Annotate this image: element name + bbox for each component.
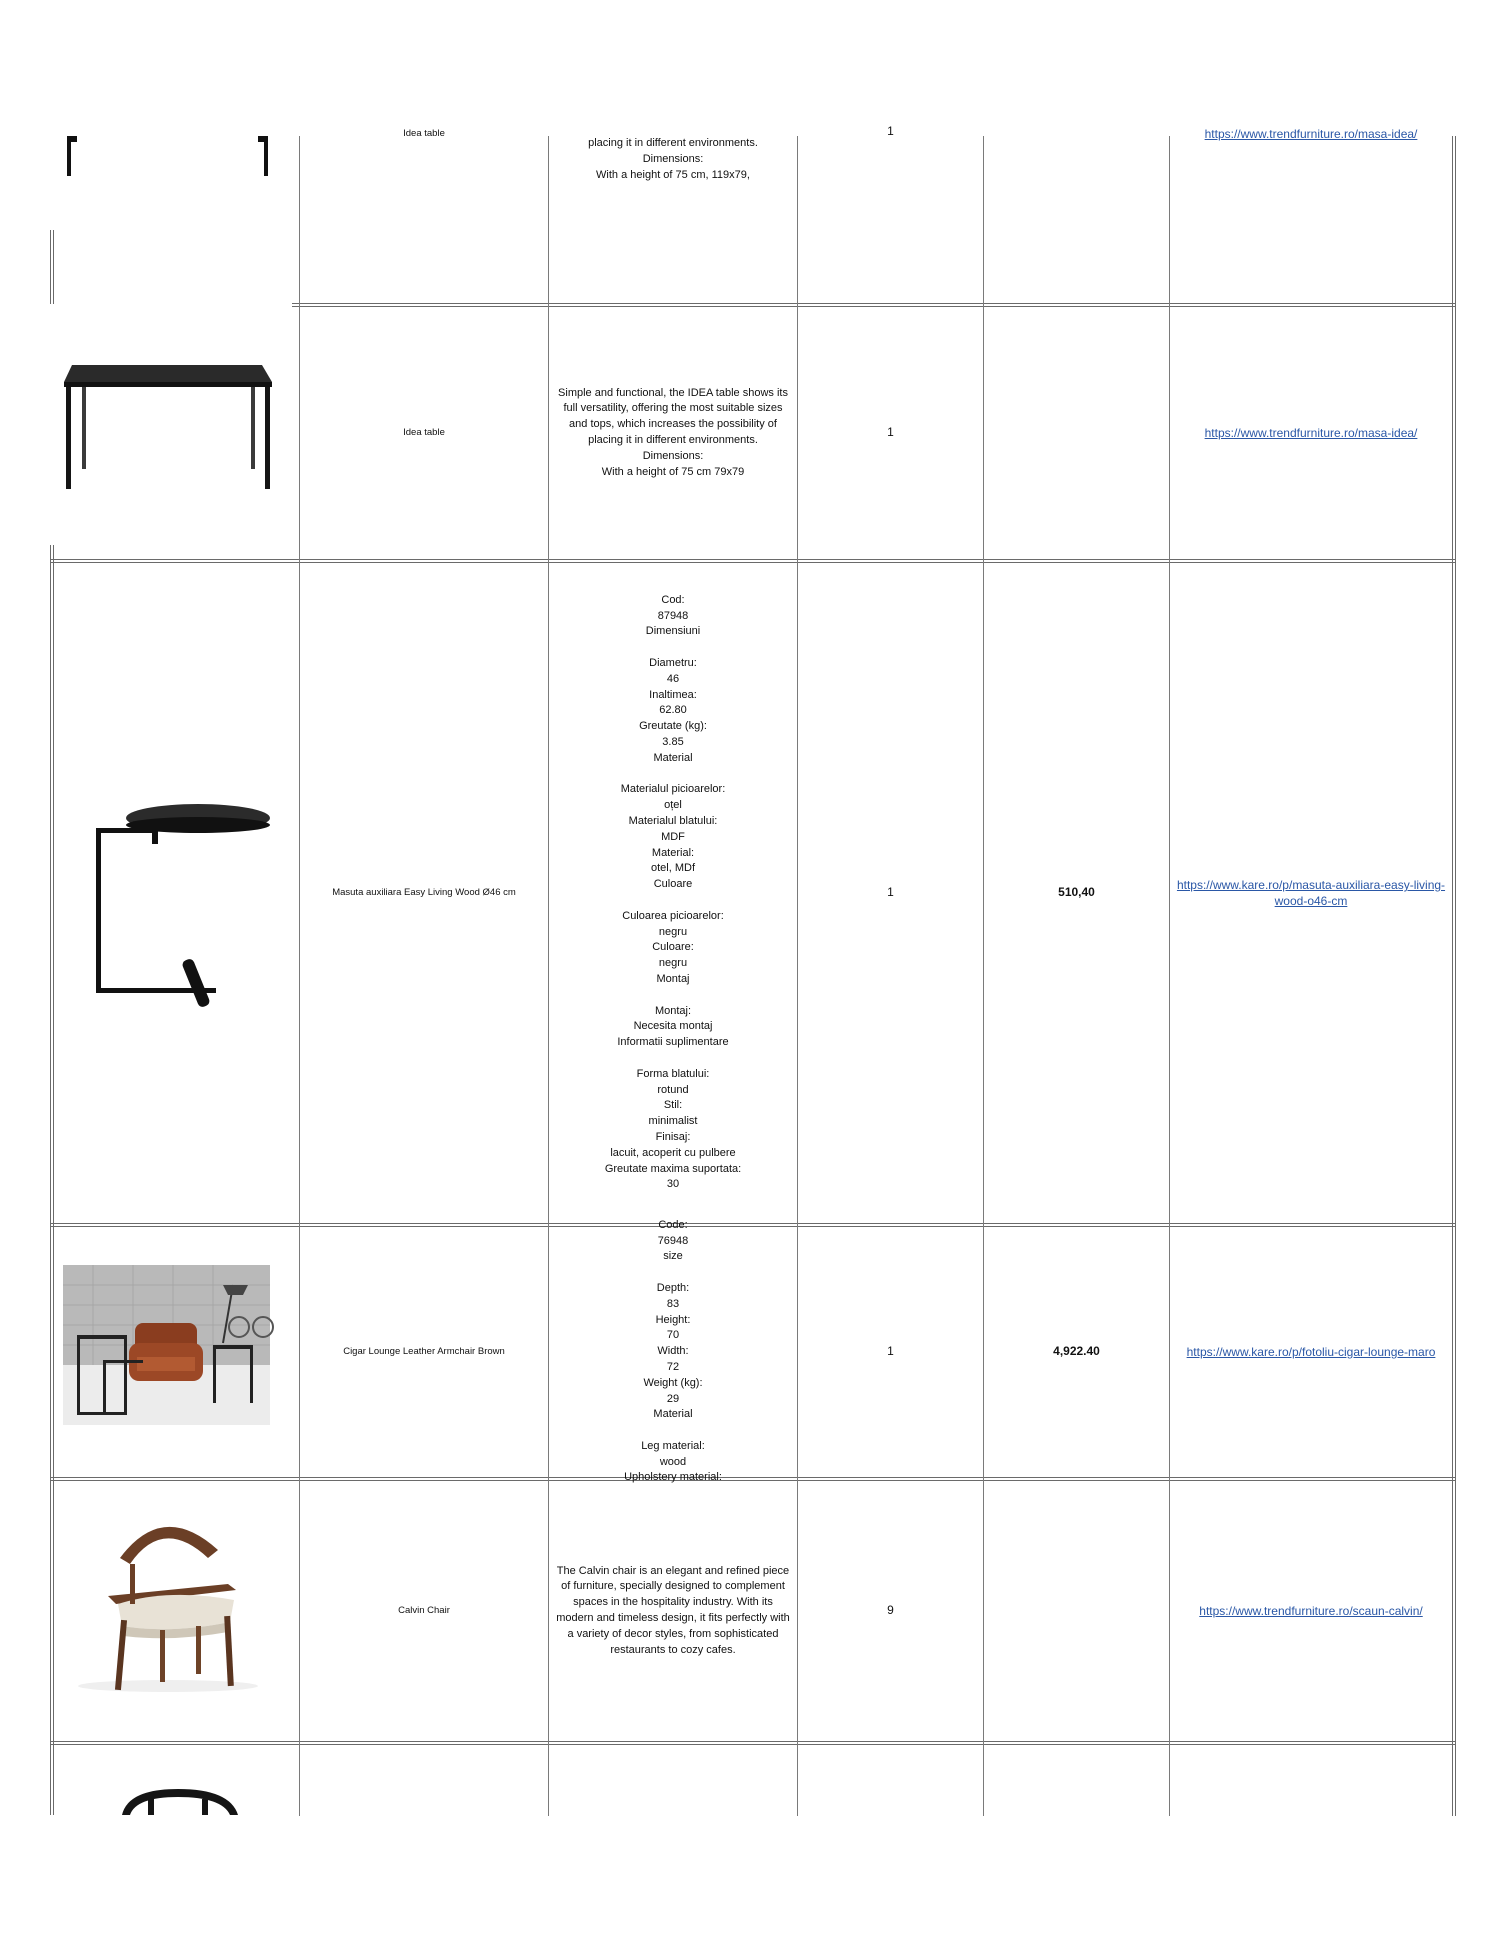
product-name: Idea table [403, 427, 445, 439]
black-rectangular-table-image [62, 362, 274, 492]
product-name-cell [300, 126, 548, 156]
c-shaped-side-table-image [90, 800, 260, 1020]
price-cell [984, 1481, 1169, 1741]
description-cell [549, 1218, 797, 1484]
quantity-cell [798, 1227, 983, 1477]
description-cell [549, 563, 797, 1223]
price-cell [984, 1227, 1169, 1477]
wooden-armchair-image [68, 1508, 258, 1694]
column-divider [1452, 136, 1456, 1816]
column-divider [50, 230, 54, 304]
product-name-cell [300, 1227, 548, 1477]
product-quantity: 1 [887, 425, 894, 440]
link-cell [1170, 563, 1452, 1223]
product-description: Simple and functional, the IDEA table shows its full versatility, offering the most suitable sizes and tops, which increases the possibility of placing it in different environments. Dimensions: With a height of 75 cm 79x79 [558, 386, 788, 478]
product-price: 4,922.40 [1053, 1344, 1100, 1359]
product-name-cell [300, 307, 548, 559]
quantity-cell [798, 124, 983, 154]
product-name: Idea table [403, 128, 445, 139]
product-quantity: 1 [887, 1344, 894, 1359]
product-name: Calvin Chair [398, 1605, 450, 1617]
product-description: The Calvin chair is an elegant and refined piece of furniture, specially designed to complement spaces in the hospitality industry. With its modern and timeless design, it fits perfectly with a variety of decor styles, from sophisticated restaurants to cozy cafes. [556, 1564, 790, 1656]
link-cell [1170, 307, 1452, 559]
product-quantity: 9 [887, 1603, 894, 1618]
price-cell [984, 563, 1169, 1223]
product-name: Cigar Lounge Leather Armchair Brown [343, 1346, 505, 1358]
product-name: Masuta auxiliara Easy Living Wood Ø46 cm [332, 887, 516, 899]
column-divider [50, 545, 54, 1815]
leather-armchair-room-image [63, 1265, 270, 1425]
link-cell [1170, 1481, 1452, 1741]
quantity-cell [798, 1481, 983, 1741]
product-description: Cod: 87948 Dimensiuni Diametru: 46 Inaltimea: 62.80 Greutate (kg): 3.85 Material Materialul picioarelor: oțel Materialul blatului: MDF Material: otel, MDf Culoare Culoarea picioarelor: negru Culoare: negru Montaj Montaj: Necesita montaj Informatii suplimentare Forma blatului: rotund Stil: minimalist Finisaj: lacuit, acoperit cu pulbere Greutate maxima suportata: 30 [604, 593, 742, 1191]
product-description: placing it in different environments. Dimensions: With a height of 75 cm, 119x79, [588, 137, 758, 181]
product-description: Code: 76948 size Depth: 83 Height: 70 Width: 72 Weight (kg): 29 Material Leg material: wood Upholstery material: [624, 1218, 722, 1484]
product-name-cell [300, 1481, 548, 1741]
row-divider [50, 1741, 1455, 1745]
product-link[interactable]: https://www.trendfurniture.ro/masa-idea/ [1204, 426, 1418, 440]
description-cell [549, 307, 797, 559]
description-cell [549, 136, 797, 296]
product-price: 510,40 [1058, 885, 1095, 900]
quantity-cell [798, 563, 983, 1223]
product-link[interactable]: https://www.kare.ro/p/fotoliu-cigar-lounge-maro [1186, 1345, 1436, 1359]
product-link[interactable]: https://www.kare.ro/p/masuta-auxiliara-easy-living-wood-o46-cm [1176, 878, 1446, 908]
product-link[interactable]: https://www.trendfurniture.ro/masa-idea/ [1204, 127, 1418, 141]
product-link[interactable]: https://www.trendfurniture.ro/scaun-calvin/ [1199, 1604, 1423, 1618]
product-quantity: 1 [887, 124, 894, 138]
black-chair-image [118, 1787, 243, 1815]
quantity-cell [798, 307, 983, 559]
link-cell [1170, 1227, 1452, 1477]
description-cell [549, 1481, 797, 1741]
table-legs-image [60, 136, 275, 181]
price-cell [984, 307, 1169, 559]
product-quantity: 1 [887, 885, 894, 900]
product-name-cell [300, 563, 548, 1223]
link-cell [1170, 126, 1452, 156]
